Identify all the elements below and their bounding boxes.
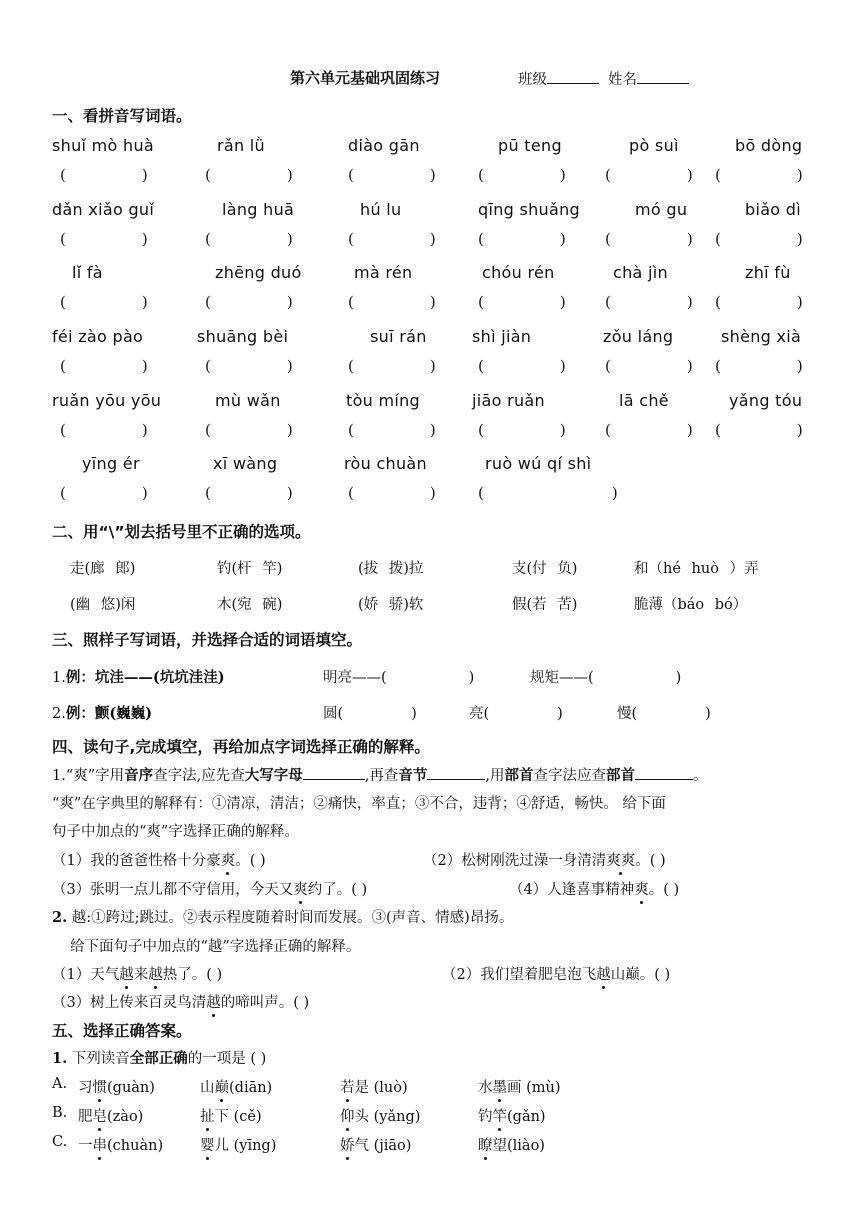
answer-bracket[interactable]: ( ) xyxy=(205,357,293,375)
page-title: 第六单元基础巩固练习 xyxy=(290,69,441,87)
pinyin-prompt: diào gān xyxy=(348,136,420,155)
option-word: 水墨画 (mù) xyxy=(478,1076,561,1097)
answer-bracket[interactable]: ( ) xyxy=(605,357,693,375)
answer-bracket[interactable]: ( ) xyxy=(715,293,803,311)
pinyin-prompt: jiāo ruǎn xyxy=(472,391,545,410)
option-word: 山巅(diān) xyxy=(200,1076,272,1097)
example-line-1 xyxy=(52,666,225,687)
yue-instruction: 给下面句子中加点的“越”字选择正确的解释。 xyxy=(70,939,361,955)
question-5-1: 1. 下列读音全部正确的一项是 ( ) xyxy=(52,1050,267,1067)
pinyin-prompt: suī rán xyxy=(370,327,427,346)
choice-item[interactable]: 脆薄（báo bó） xyxy=(634,597,748,613)
option-word: 习惯(guàn) xyxy=(78,1076,155,1097)
pinyin-prompt: féi zào pào xyxy=(52,327,144,346)
yue-definitions: 2. 越:①跨过;跳过。②表示程度随着时间而发展。③(声音、情感)昂扬。 xyxy=(52,909,514,926)
choice-item[interactable]: 和（hé huò ）弄 xyxy=(634,561,759,577)
choice-item[interactable]: 钓(杆 竿) xyxy=(217,561,283,577)
pinyin-prompt: ròu chuàn xyxy=(344,454,427,473)
option-word: 扯下 (cě) xyxy=(200,1105,262,1126)
yue-sentence-1: （1）天气越来越热了。( ) xyxy=(52,963,222,984)
answer-bracket[interactable]: ( ) xyxy=(715,230,803,248)
shuang-sentence-2: （2）松树刚洗过澡一身清清爽爽。( ) xyxy=(423,849,666,870)
pinyin-prompt: shèng xià xyxy=(721,327,802,346)
pinyin-prompt: mó gu xyxy=(635,200,688,219)
pinyin-prompt: tòu míng xyxy=(346,391,421,410)
answer-bracket[interactable]: ( ) xyxy=(348,166,436,184)
pinyin-prompt: lā chě xyxy=(619,391,669,410)
answer-bracket[interactable]: ( ) xyxy=(715,166,803,184)
option-word: 瞭望(liào) xyxy=(478,1134,545,1155)
answer-bracket[interactable]: ( ) xyxy=(60,484,148,502)
class-blank[interactable] xyxy=(547,69,599,84)
yue-sentence-3: （3）树上传来百灵鸟清越的啼叫声。( ) xyxy=(52,991,309,1012)
answer-bracket[interactable]: ( ) xyxy=(205,484,293,502)
answer-bracket[interactable]: ( ) xyxy=(348,357,436,375)
name-field xyxy=(608,68,689,89)
pinyin-prompt: shuǐ mò huà xyxy=(52,136,154,155)
answer-bracket[interactable]: ( ) xyxy=(205,421,293,439)
item-number: 1. xyxy=(52,670,66,686)
pinyin-prompt: shuāng bèi xyxy=(197,327,289,346)
pinyin-prompt: mà rén xyxy=(354,263,413,282)
pinyin-prompt: lǐ fà xyxy=(72,263,103,282)
name-blank[interactable] xyxy=(637,69,689,84)
option-word: 仰头 (yǎng) xyxy=(340,1105,420,1126)
option-word: 娇气 (jiāo) xyxy=(340,1134,411,1155)
answer-bracket[interactable]: ( ) xyxy=(205,230,293,248)
choice-item[interactable]: 支(付 负) xyxy=(512,561,578,577)
answer-bracket[interactable]: ( ) xyxy=(60,293,148,311)
pinyin-prompt: zhī fù xyxy=(745,263,791,282)
answer-bracket[interactable]: ( ) xyxy=(478,166,566,184)
answer-bracket[interactable]: ( ) xyxy=(205,293,293,311)
pinyin-prompt: rǎn lǜ xyxy=(217,136,265,155)
class-field xyxy=(518,68,599,89)
section1-heading: 一、看拼音写词语。 xyxy=(52,107,192,125)
example-text: 例：颤(巍巍) xyxy=(65,705,153,722)
pinyin-prompt: shì jiàn xyxy=(472,327,532,346)
section3-heading: 三、照样子写词语，并选择合适的词语填空。 xyxy=(52,631,363,649)
shuang-sentence-4: （4）人逢喜事精神爽。( ) xyxy=(509,878,679,899)
choice-item[interactable]: 假(若 苦) xyxy=(512,597,578,613)
choice-item[interactable]: (娇 骄)软 xyxy=(358,597,424,613)
answer-bracket[interactable]: ( ) xyxy=(605,293,693,311)
blank-guiju[interactable]: 规矩——( ) xyxy=(530,670,682,686)
answer-bracket[interactable]: ( ) xyxy=(348,293,436,311)
answer-bracket[interactable]: ( ) xyxy=(478,484,618,502)
pinyin-prompt: pū teng xyxy=(498,136,562,155)
yue-sentence-2: （2）我们望着肥皂泡飞越山巅。( ) xyxy=(442,963,670,984)
pinyin-prompt: làng huā xyxy=(222,200,295,219)
answer-bracket[interactable]: ( ) xyxy=(348,421,436,439)
blank-syllable[interactable] xyxy=(427,765,485,780)
choice-item[interactable]: 木(宛 碗) xyxy=(217,597,283,613)
answer-bracket[interactable]: ( ) xyxy=(605,421,693,439)
pinyin-prompt: pò suì xyxy=(629,136,679,155)
pinyin-prompt: ruò wú qí shì xyxy=(485,454,592,473)
answer-bracket[interactable]: ( ) xyxy=(348,484,436,502)
answer-bracket[interactable]: ( ) xyxy=(478,293,566,311)
pinyin-prompt: chóu rén xyxy=(482,263,555,282)
option-label: A. xyxy=(52,1076,68,1092)
option-word: 若是 (luò) xyxy=(340,1076,408,1097)
pinyin-prompt: zǒu láng xyxy=(603,327,674,346)
option-word: 婴儿 (yīng) xyxy=(200,1134,276,1155)
blank-yuan[interactable]: 圆( ) xyxy=(323,706,417,722)
pinyin-prompt: yǎng tóu xyxy=(729,391,803,410)
pinyin-prompt: hú lu xyxy=(360,200,402,219)
option-word: 钓竿(gǎn) xyxy=(478,1105,546,1126)
pinyin-prompt: yīng ér xyxy=(82,454,140,473)
answer-bracket[interactable]: ( ) xyxy=(478,230,566,248)
answer-bracket[interactable]: ( ) xyxy=(60,230,148,248)
blank-minliang[interactable]: 明亮——( ) xyxy=(323,670,475,686)
shuang-instruction: 句子中加点的“爽”字选择正确的解释。 xyxy=(52,824,299,840)
answer-bracket[interactable]: ( ) xyxy=(605,230,693,248)
example-line-2 xyxy=(52,702,152,723)
blank-man[interactable]: 慢( ) xyxy=(617,706,711,722)
pinyin-prompt: chà jìn xyxy=(613,263,668,282)
option-label: B. xyxy=(52,1105,68,1121)
pinyin-prompt: bō dòng xyxy=(735,136,803,155)
example-text: 例：坑洼——(坑坑洼洼) xyxy=(65,669,225,686)
option-label: C. xyxy=(52,1134,68,1150)
answer-bracket[interactable]: ( ) xyxy=(60,421,148,439)
pinyin-prompt: mù wǎn xyxy=(215,391,281,410)
answer-bracket[interactable]: ( ) xyxy=(348,230,436,248)
answer-bracket[interactable]: ( ) xyxy=(478,421,566,439)
blank-radical[interactable] xyxy=(635,765,693,780)
answer-bracket[interactable]: ( ) xyxy=(715,421,803,439)
answer-bracket[interactable]: ( ) xyxy=(60,166,148,184)
shuang-sentence-1: （1）我的爸爸性格十分豪爽。( ) xyxy=(52,849,266,870)
choice-item[interactable]: 走(廊 郎) xyxy=(70,561,136,577)
pinyin-prompt: zhēng duó xyxy=(215,263,302,282)
blank-capital-letter[interactable] xyxy=(303,765,365,780)
blank-liang[interactable]: 亮( ) xyxy=(469,706,563,722)
pinyin-prompt: biǎo dì xyxy=(745,200,801,219)
section4-heading: 四、读句子,完成填空，再给加点字词选择正确的解释。 xyxy=(52,738,430,756)
answer-bracket[interactable]: ( ) xyxy=(605,166,693,184)
answer-bracket[interactable]: ( ) xyxy=(715,357,803,375)
answer-bracket[interactable]: ( ) xyxy=(60,357,148,375)
choice-item[interactable]: (拔 拨)拉 xyxy=(358,561,424,577)
item-number: 2. xyxy=(52,706,66,722)
section2-heading: 二、用“\”划去括号里不正确的选项。 xyxy=(52,523,311,541)
pinyin-prompt: xī wàng xyxy=(213,454,278,473)
pinyin-prompt: qīng shuǎng xyxy=(478,200,581,219)
shuang-sentence-3: （3）张明一点儿都不守信用，今天又爽约了。( ) xyxy=(52,878,367,899)
shuang-definitions: “爽”在字典里的解释有：①清凉，清洁；②痛快，率直；③不合，违背；④舒适，畅快。 给下面 xyxy=(52,796,666,812)
question-1-lookup: 1.“爽”字用音序查字法,应先查大写字母 ,再查音节 ,用部首查字法应查部首 。 xyxy=(52,767,708,784)
option-word: 肥皂(zào) xyxy=(78,1105,143,1126)
option-word: 一串(chuàn) xyxy=(78,1134,163,1155)
name-label: 姓名 xyxy=(608,72,637,88)
answer-bracket[interactable]: ( ) xyxy=(205,166,293,184)
choice-item[interactable]: (幽 悠)闲 xyxy=(70,597,136,613)
pinyin-prompt: dǎn xiǎo guǐ xyxy=(52,200,155,219)
class-label: 班级 xyxy=(518,72,547,88)
answer-bracket[interactable]: ( ) xyxy=(478,357,566,375)
pinyin-prompt: ruǎn yōu yōu xyxy=(52,391,162,410)
section5-heading: 五、选择正确答案。 xyxy=(52,1022,192,1040)
